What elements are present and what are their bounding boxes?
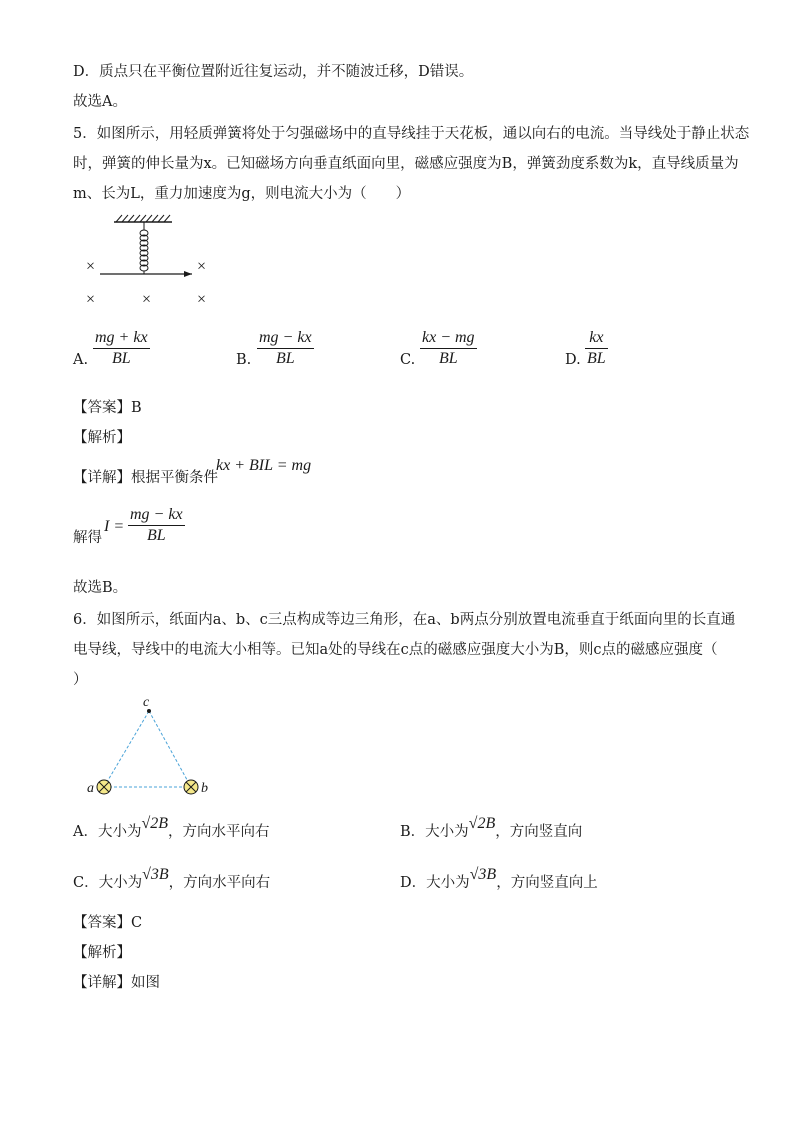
option-b-fraction [257,328,314,369]
q6-option-a [73,815,270,842]
field-cross: × [86,258,96,275]
denominator: BL [111,350,131,367]
denominator: BL [587,350,606,367]
question-6-line-1: 6．如图所示，纸面内a、b、c三点构成等边三角形，在a、b两点分别放置电流垂直于纸面向里的长直通 [73,612,736,628]
option-prefix: C．大小为 [73,875,143,891]
field-cross: × [197,291,207,308]
option-prefix: B．大小为 [400,824,469,840]
option-suffix: ，方向水平向右 [168,824,270,840]
option-d-label: D. [565,352,581,368]
option-math: √2B [141,815,169,832]
question-6-line-3: ） [73,672,88,688]
option-math: √3B [469,866,497,883]
option-a-fraction [93,328,150,369]
question-6-line-2: 电导线，导线中的电流大小相等。已知a处的导线在c点的磁感应强度大小为B，则c点的磁感应强度（ [73,642,718,658]
option-math: √3B [142,866,169,883]
option-suffix: ，方向竖直向上 [496,875,598,891]
option-suffix: ，方向水平向右 [168,875,271,891]
numerator: kx [585,328,608,349]
point-c-label: c [143,695,150,710]
question-5-line-1: 5．如图所示，用轻质弹簧将处于匀强磁场中的直导线挂于天花板，通以向右的电流。当导线处于静止状态 [73,126,750,142]
question-5-line-3: m、长为L，重力加速度为g，则电流大小为（ ） [73,186,411,202]
numerator: mg − kx [257,328,314,349]
option-math: √2B [468,815,496,832]
point-a-label: a [87,781,94,796]
option-d-fraction [585,328,608,369]
denominator: BL [146,527,166,544]
numerator: mg + kx [93,328,150,349]
choose-5: 故选B。 [73,580,128,596]
question-5-line-2: 时，弹簧的伸长量为x。已知磁场方向垂直纸面向里，磁感应强度为B，弹簧劲度系数为k，直导线质量为 [73,156,739,172]
answer-5: 【答案】B [73,400,142,416]
option-b-label: B. [236,352,252,368]
numerator: mg − kx [128,505,185,526]
detail-5: 【详解】根据平衡条件 [73,470,218,486]
solution-5-lhs: I = [104,518,125,535]
option-prefix: A．大小为 [73,824,142,840]
text-line: D．质点只在平衡位置附近往复运动，并不随波迁移，D错误。 [73,64,474,80]
solution-5-label: 解得 [73,530,102,546]
analysis-6-heading: 【解析】 [73,945,131,961]
field-cross: × [86,291,96,308]
question-6-figure [80,692,220,802]
option-c-label: C. [400,352,416,368]
option-a-label: A. [73,352,89,368]
option-c-fraction [420,328,477,369]
text-line: 故选A。 [73,94,127,110]
q6-option-b [400,815,583,842]
analysis-5-heading: 【解析】 [73,430,131,446]
answer-6: 【答案】C [73,915,143,931]
q6-option-d [400,866,598,893]
detail-6: 【详解】如图 [73,975,160,991]
option-prefix: D．大小为 [400,875,470,891]
point-b-label: b [201,781,208,796]
option-suffix: ，方向竖直向 [495,824,583,840]
denominator: BL [275,350,295,367]
numerator: kx − mg [420,328,477,349]
question-5-figure [80,212,220,312]
field-cross: × [142,291,152,308]
denominator: BL [438,350,458,367]
equilibrium-equation: kx + BIL = mg [216,457,312,474]
solution-5-fraction [128,505,185,546]
q6-option-c [73,866,271,893]
field-cross: × [197,258,207,275]
